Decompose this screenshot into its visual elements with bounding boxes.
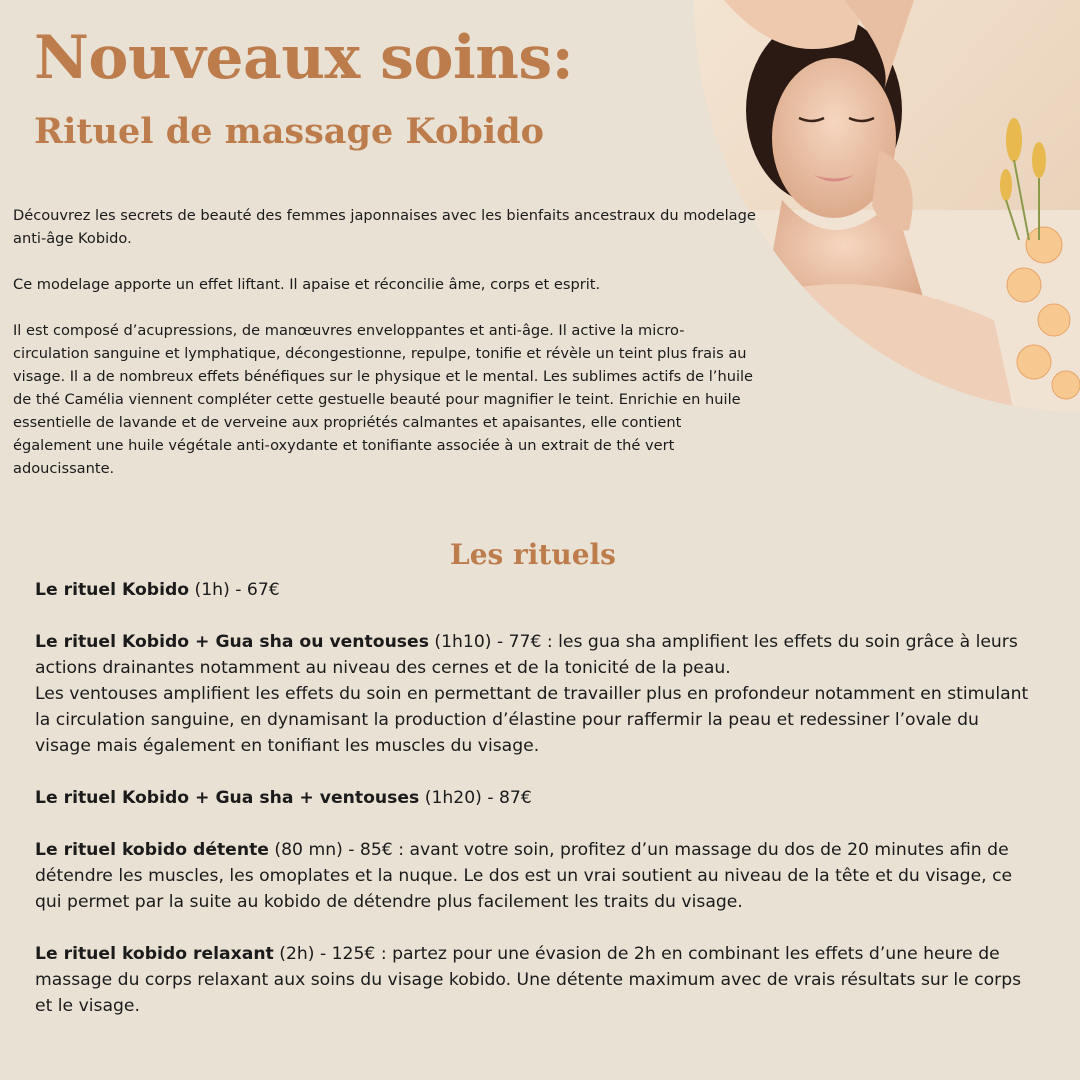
ritual-details: (1h) - 67€ [189,580,280,600]
ritual-item [35,577,1035,603]
ritual-item [35,837,1035,915]
ritual-item [35,941,1035,1019]
ritual-details: (80 mn) - 85€ : avant votre soin, profitez d’un massage du dos de 20 minutes afin de détendre les muscles, les omoplates et la nuque. Le dos est un vrai soutient au niveau de la tête et du visage, ce qui permet par la suite au kobido de détendre plus facilement les traits du visage. [35,840,1013,912]
ritual-details: (1h10) - 77€ : les gua sha amplifient les effets du soin grâce à leurs actions drainantes notamment au niveau des cernes et de la tonicité de la peau. [35,632,1018,678]
rituals-list [35,577,1035,1045]
ritual-details: (1h20) - 87€ [419,788,532,808]
ritual-name: Le rituel kobido détente [35,840,269,860]
ritual-extra-details: Les ventouses amplifient les effets du soin en permettant de travailler plus en profondeur notamment en stimulant la circulation sanguine, en dynamisant la production d’élastine pour raffermir la peau et redessiner l’ovale du visage mais également en tonifiant les muscles du visage. [35,684,1029,756]
ritual-item [35,629,1035,759]
intro-text [13,204,758,503]
ritual-name: Le rituel kobido relaxant [35,944,274,964]
page-title: Nouveaux soins: [34,23,574,93]
ritual-name: Le rituel Kobido + Gua sha ou ventouses [35,632,429,652]
ritual-details: (2h) - 125€ : partez pour une évasion de 2h en combinant les effets d’une heure de massage du corps relaxant aux soins du visage kobido. Une détente maximum avec de vrais résultats sur le corps et le visage. [35,944,1022,1016]
intro-paragraph: Ce modelage apporte un effet liftant. Il apaise et réconcilie âme, corps et esprit. [13,276,601,293]
intro-paragraph: Il est composé d’acupressions, de manœuvres enveloppantes et anti-âge. Il active la micro-circulation sanguine et lymphatique, décongestionne, repulpe, tonifie et révèle un teint plus frais au visage. Il a de nombreux effets bénéfiques sur le physique et le mental. Les sublimes actifs de l’huile de thé Camélia viennent compléter cette gestuelle beauté pour magnifier le teint. Enrichie en huile essentielle de lavande et de verveine aux propriétés calmantes et apaisantes, elle contient également une huile végétale anti-oxydante et tonifiante associée à un extrait de thé vert adoucissante. [13,322,754,477]
ritual-item [35,785,1035,811]
intro-paragraph: Découvrez les secrets de beauté des femmes japonnaises avec les bienfaits ancestraux du modelage anti-âge Kobido. [13,207,756,247]
page-subtitle: Rituel de massage Kobido [34,111,544,152]
ritual-name: Le rituel Kobido [35,580,190,600]
ritual-name: Le rituel Kobido + Gua sha + ventouses [35,788,420,808]
rituals-heading: Les rituels [450,538,616,571]
